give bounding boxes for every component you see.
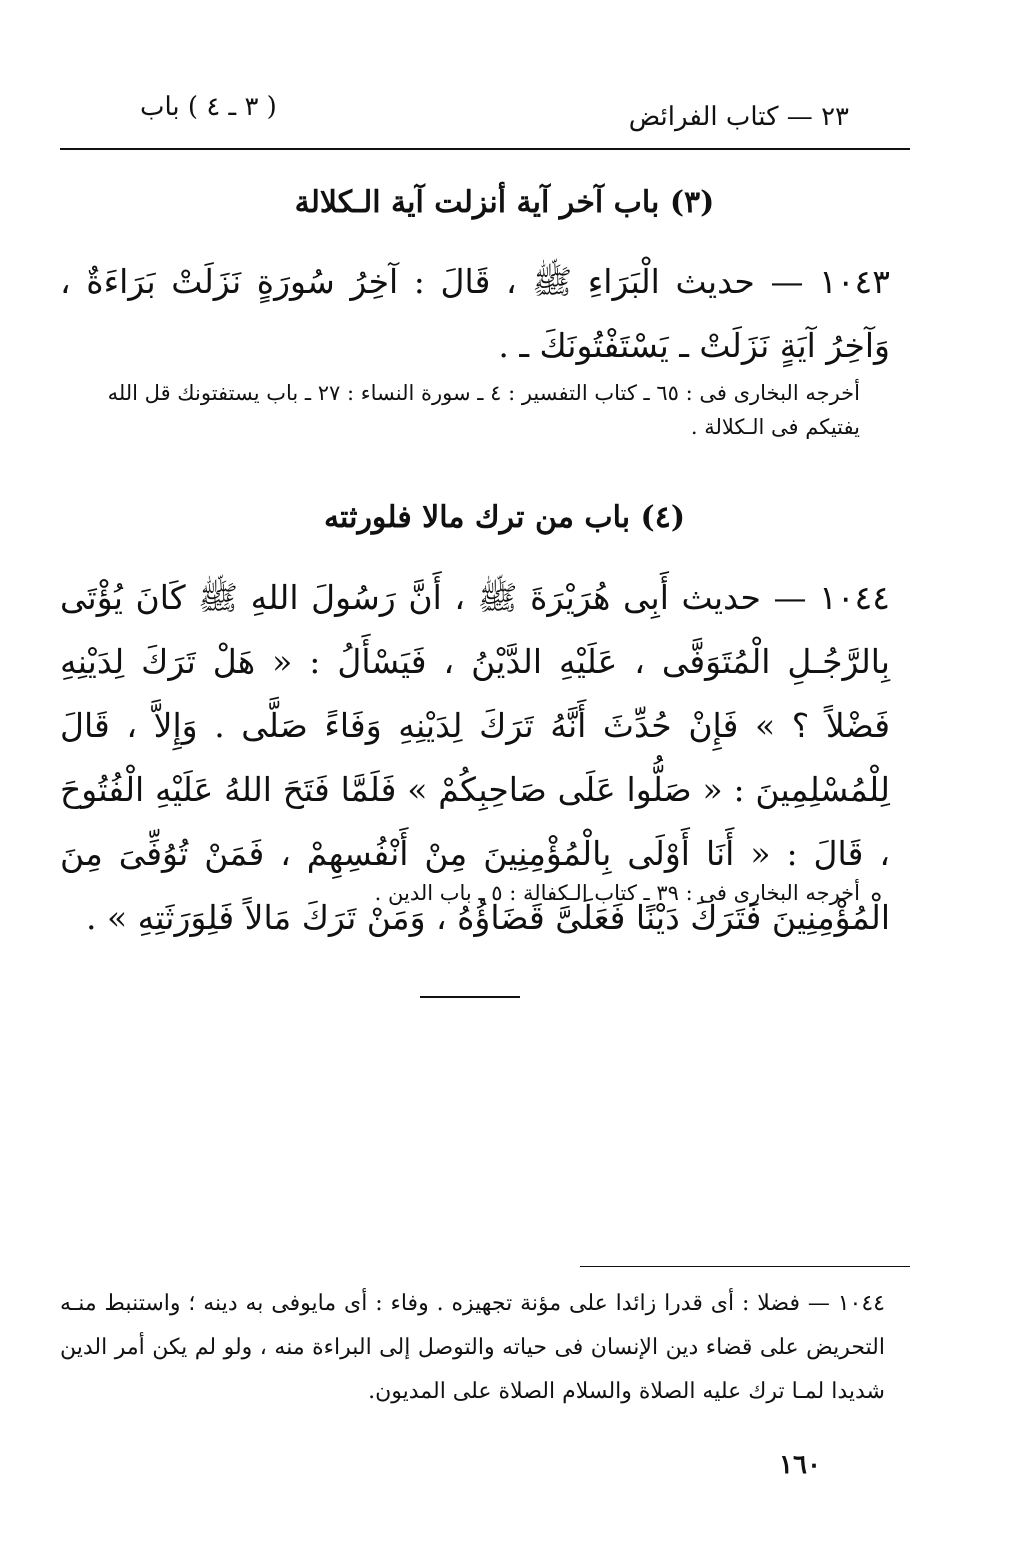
section-title-4: (٤) باب من ترك مالا فلورثته	[323, 500, 686, 535]
running-header-chapter: ٢٣ — كتاب الفرائض	[628, 102, 849, 132]
running-header-section-range: ( ٣ ـ ٤ ) باب	[140, 92, 277, 122]
page-number: ١٦٠	[779, 1450, 821, 1480]
hadith-1043-text: ١٠٤٣ — حديث الْبَرَاءِ ﷺ ، قَالَ : آخِرُ سُورَةٍ نَزَلَتْ بَرَاءَةٌ ، وَآخِرُ آيَةٍ نَزَلَتْ ـ يَسْتَفْتُونَكَ ـ .	[60, 262, 890, 365]
hadith-1043-source: أخرجه البخارى فى : ٦٥ ـ كتاب التفسير : ٤ ـ سورة النساء : ٢٧ ـ باب يستفتونك قل الله يفتيكم فى الـكلالة .	[107, 381, 860, 439]
hadith-1044-text: ١٠٤٤ — حديث أَبِى هُرَيْرَةَ ﷺ ، أَنَّ رَسُولَ اللهِ ﷺ كَانَ يُؤْتَى بِالرَّجُـلِ الْمُتَوَفَّى ، عَلَيْهِ الدَّيْنُ ، فَيَسْأَلُ : « هَلْ تَرَكَ لِدَيْنِهِ فَضْلاً ؟ » فَإِنْ حُدِّثَ أَنَّهُ تَرَكَ لِدَيْنِهِ وَفَاءً صَلَّى . وَإِلاَّ ، قَالَ لِلْمُسْلِمِينَ : « صَلُّوا عَلَى صَاحِبِكُمْ » فَلَمَّا فَتَحَ اللهُ عَلَيْهِ الْفُتُوحَ ، قَالَ : « أَنَا أَوْلَى بِالْمُؤْمِنِينَ مِنْ أَنْفُسِهِمْ ، فَمَنْ تُوُفِّىَ مِنَ الْمُؤْمِنِينَ فَتَرَكَ دَيْنًا فَعَلَىَّ قَضَاؤُهُ ، وَمَنْ تَرَكَ مَالاً فَلِوَرَثَتِهِ » .	[60, 578, 890, 937]
section-title-3: (٣) باب آخر آية أنزلت آية الـكلالة	[294, 185, 715, 220]
footnote-divider	[580, 1266, 910, 1267]
hadith-1044-source: أخرجه البخارى فى : ٣٩ ـ كتاب الـكفالة : ٥ ـ باب الدين .	[374, 881, 860, 905]
section-end-divider	[420, 996, 520, 998]
footnote-1044: ١٠٤٤ — فضلا : أى قدرا زائدا على مؤنة تجهيزه . وفاء : أى مايوفى به دينه ؛ واستنبط منـه التحريض على قضاء دين الإنسان فى حياته والتوصل إلى البراءة منه ، ولو لم يكن أمر الدين شديدا لمـا ترك عليه الصلاة والسلام الصلاة على المديون.	[60, 1291, 885, 1404]
header-divider	[60, 148, 910, 150]
